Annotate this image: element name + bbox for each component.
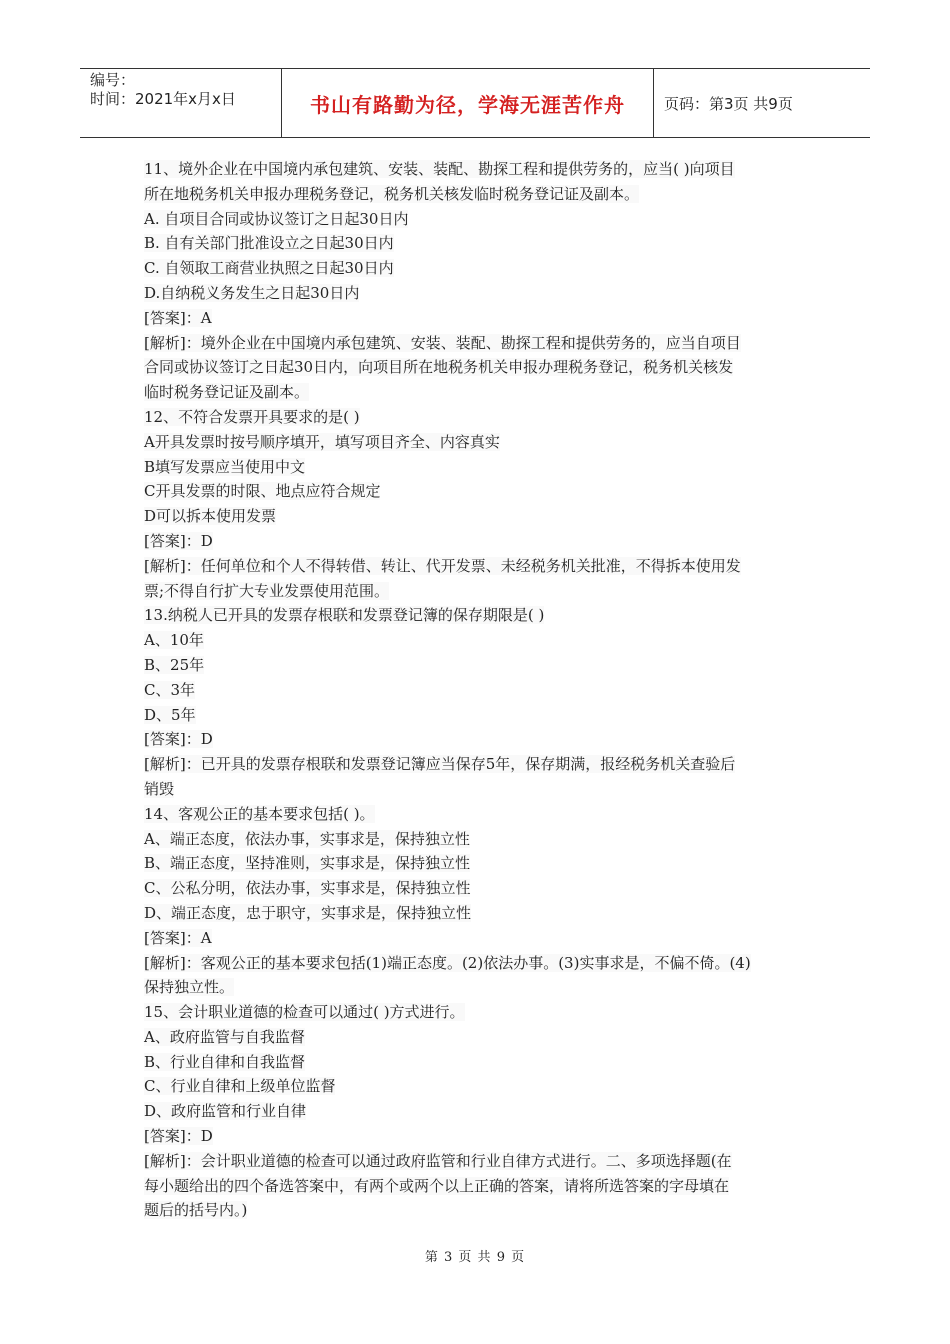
- text-line: [144, 1149, 812, 1174]
- text-line: [144, 827, 812, 852]
- text-line: [144, 157, 812, 182]
- text-line-content: 题后的括号内。): [144, 1201, 248, 1220]
- text-line: [144, 628, 812, 653]
- header-page-number: 页码：第3页 共9页: [664, 94, 793, 113]
- text-line-content: [答案]：D: [144, 531, 213, 550]
- text-line: [144, 851, 812, 876]
- text-line-content: C、3年: [144, 680, 196, 699]
- text-line-content: [解析]：客观公正的基本要求包括(1)端正态度。(2)依法办事。(3)实事求是，不偏不倚。(4): [144, 953, 751, 972]
- text-line-content: [解析]：已开具的发票存根联和发票登记簿应当保存5年，保存期满，报经税务机关查验后: [144, 755, 736, 774]
- text-line: [144, 479, 812, 504]
- text-line: [144, 1174, 812, 1199]
- text-line-content: B. 自有关部门批准设立之日起30日内: [144, 234, 394, 253]
- text-line-content: 票;不得自行扩大专业发票使用范围。: [144, 581, 390, 600]
- text-line: [144, 777, 812, 802]
- text-line: [144, 380, 812, 405]
- text-line-content: 临时税务登记证及副本。: [144, 383, 310, 402]
- text-line: [144, 703, 812, 728]
- text-line: [144, 231, 812, 256]
- text-line-content: B、行业自律和自我监督: [144, 1052, 306, 1071]
- text-line: [144, 1198, 812, 1223]
- header-info: [80, 69, 282, 137]
- text-line-content: A、10年: [144, 631, 204, 650]
- document-body: [144, 157, 812, 1223]
- text-line: [144, 207, 812, 232]
- text-line-content: 保持独立性。: [144, 978, 235, 997]
- text-line: [144, 1025, 812, 1050]
- text-line: [144, 802, 812, 827]
- text-line-content: [答案]：D: [144, 1127, 213, 1146]
- header-page-cell: [654, 69, 870, 137]
- text-line-content: A开具发票时按号顺序填开，填写项目齐全、内容真实: [144, 432, 500, 451]
- text-line: [144, 1050, 812, 1075]
- text-line-content: 所在地税务机关申报办理税务登记，税务机关核发临时税务登记证及副本。: [144, 184, 640, 203]
- text-line-content: 15、会计职业道德的检查可以通过( )方式进行。: [144, 1003, 465, 1022]
- text-line: [144, 752, 812, 777]
- text-line-content: 14、客观公正的基本要求包括( )。: [144, 804, 375, 823]
- text-line: [144, 678, 812, 703]
- text-line: [144, 603, 812, 628]
- text-line-content: 13.纳税人已开具的发票存根联和发票登记簿的保存期限是( ): [144, 606, 545, 625]
- text-line: [144, 901, 812, 926]
- text-line-content: D、政府监管和行业自律: [144, 1102, 307, 1121]
- text-line-content: C、行业自律和上级单位监督: [144, 1077, 336, 1096]
- document-date: 时间：2021年x月x日: [90, 90, 236, 108]
- text-line: [144, 405, 812, 430]
- text-line-content: D、5年: [144, 705, 196, 724]
- text-line-content: [答案]：D: [144, 730, 213, 749]
- text-line-content: A、端正态度，依法办事，实事求是，保持独立性: [144, 829, 470, 848]
- text-line: [144, 554, 812, 579]
- text-line-content: A. 自项目合同或协议签订之日起30日内: [144, 209, 409, 228]
- text-line-content: D.自纳税义务发生之日起30日内: [144, 283, 360, 302]
- text-line-content: C、公私分明，依法办事，实事求是，保持独立性: [144, 879, 471, 898]
- text-line: [144, 975, 812, 1000]
- text-line: [144, 504, 812, 529]
- text-line-content: B、端正态度，坚持准则，实事求是，保持独立性: [144, 854, 471, 873]
- page-header: [80, 68, 870, 138]
- document-code: 编号：: [90, 71, 136, 89]
- text-line-content: [答案]：A: [144, 308, 212, 327]
- text-line-content: C开具发票的时限、地点应符合规定: [144, 482, 381, 501]
- text-line: [144, 727, 812, 752]
- text-line-content: D可以拆本使用发票: [144, 507, 277, 526]
- text-line-content: B、25年: [144, 655, 205, 674]
- text-line: [144, 876, 812, 901]
- text-line-content: 每小题给出的四个备选答案中，有两个或两个以上正确的答案，请将所选答案的字母填在: [144, 1176, 730, 1195]
- text-line: [144, 1074, 812, 1099]
- text-line-content: 销毁: [144, 779, 175, 798]
- text-line: [144, 529, 812, 554]
- text-line: [144, 1000, 812, 1025]
- header-motto: 书山有路勤为径，学海无涯苦作舟: [310, 92, 625, 117]
- text-line: [144, 281, 812, 306]
- text-line-content: D、端正态度，忠于职守，实事求是，保持独立性: [144, 903, 472, 922]
- text-line-content: [解析]：境外企业在中国境内承包建筑、安装、装配、勘探工程和提供劳务的，应当自项目: [144, 333, 741, 352]
- text-line: [144, 306, 812, 331]
- text-line-content: C. 自领取工商营业执照之日起30日内: [144, 259, 394, 278]
- text-line-content: A、政府监管与自我监督: [144, 1027, 305, 1046]
- text-line: [144, 951, 812, 976]
- text-line: [144, 579, 812, 604]
- text-line-content: 11、境外企业在中国境内承包建筑、安装、装配、勘探工程和提供劳务的，应当( )向项目: [144, 160, 735, 178]
- text-line: [144, 355, 812, 380]
- text-line: [144, 256, 812, 281]
- text-line-content: 合同或协议签订之日起30日内，向项目所在地税务机关申报办理税务登记，税务机关核发: [144, 358, 734, 377]
- text-line: [144, 331, 812, 356]
- text-line: [144, 926, 812, 951]
- text-line: [144, 653, 812, 678]
- text-line: [144, 1124, 812, 1149]
- page-footer: 第 3 页 共 9 页: [424, 1250, 526, 1265]
- text-line-content: 12、不符合发票开具要求的是( ): [144, 407, 360, 426]
- text-line: [144, 455, 812, 480]
- header-motto-cell: [282, 69, 654, 137]
- text-line: [144, 182, 812, 207]
- text-line-content: [解析]：会计职业道德的检查可以通过政府监管和行业自律方式进行。二、多项选择题(在: [144, 1151, 732, 1170]
- text-line-content: [答案]：A: [144, 928, 212, 947]
- text-line: [144, 430, 812, 455]
- text-line-content: B填写发票应当使用中文: [144, 457, 306, 476]
- text-line-content: [解析]：任何单位和个人不得转借、转让、代开发票、未经税务机关批准，不得拆本使用发: [144, 556, 741, 575]
- text-line: [144, 1099, 812, 1124]
